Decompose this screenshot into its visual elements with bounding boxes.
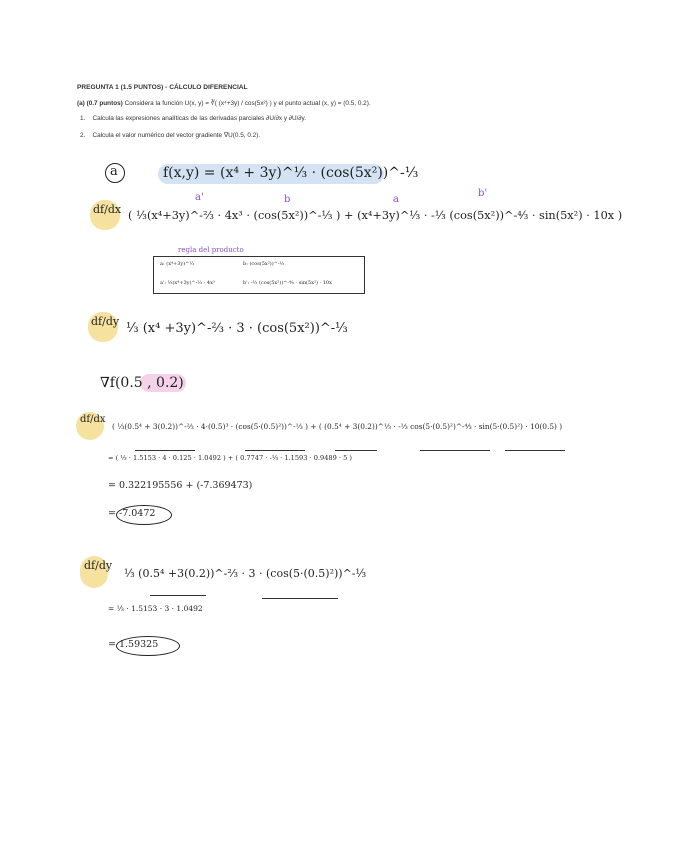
eval-dfdy-result: = 1.59325 xyxy=(108,639,159,650)
question-text: Calcula el valor numérico del vector gradiente ∇U(0.5, 0.2). xyxy=(92,132,261,139)
annotation-b-prime: b' xyxy=(478,188,488,199)
eval-dfdy-expression: ⅓ (0.5⁴ +3(0.2))^-⅔ · 3 · (cos(5·(0.5)²))^-⅓ xyxy=(124,567,367,580)
underbrace xyxy=(135,450,195,451)
function-definition: f(x,y) = (x⁴ + 3y)^⅓ · (cos(5x²))^-⅓ xyxy=(163,165,419,181)
dfdx-label: df/dx xyxy=(93,203,122,216)
eval-dfdx-sum: = 0.322195556 + (-7.369473) xyxy=(108,480,253,491)
annotation-a-prime: a' xyxy=(195,192,204,203)
eval-dfdx-result: = -7.0472 xyxy=(108,508,156,519)
dfdx-expression: ( ⅓(x⁴+3y)^-⅔ · 4x³ · (cos(5x²))^-⅓ ) + (x⁴+3y)^⅓ · -⅓ (cos(5x²))^-⁴⁄₃ · sin(5x²) · 10x ) xyxy=(128,209,623,222)
question-item-2 xyxy=(80,131,260,139)
box-a-prime: a': ⅓(x⁴+3y)^-⅔ · 4x³ xyxy=(160,280,215,286)
question-number: 2. xyxy=(80,132,86,139)
annotation-a: a xyxy=(393,194,399,205)
eval-dfdx-substitution: = ( ⅓ · 1.5153 · 4 · 0.125 · 1.0492 ) + ( 0.7747 · -⅓ · 1.1593 · 0.9489 · 5 ) xyxy=(108,454,352,462)
part-letter: a xyxy=(110,164,118,179)
dfdy-label: df/dy xyxy=(91,315,120,328)
dfdy-expression: ⅓ (x⁴ +3y)^-⅔ · 3 · (cos(5x²))^-⅓ xyxy=(126,321,348,336)
part-a-statement xyxy=(77,99,371,107)
gradient-title: ∇f(0.5 , 0.2) xyxy=(100,375,184,391)
eval-dfdy-substitution: = ⅓ · 1.5153 · 3 · 1.0492 xyxy=(108,604,203,613)
box-b: b: (cos(5x²))^-⅓ xyxy=(243,261,285,267)
question-title: PREGUNTA 1 (1.5 PUNTOS) - CÁLCULO DIFERENCIAL xyxy=(77,84,248,91)
question-number: 1. xyxy=(80,115,86,122)
eval-dfdx-label: df/dx xyxy=(80,414,106,425)
underbrace xyxy=(262,598,338,599)
eval-dfdx-expression: ( ⅓(0.5⁴ + 3(0.2))^-⅔ · 4·(0.5)³ · (cos(5·(0.5)²))^-⅓ ) + ( (0.5⁴ + 3(0.2))^⅓ · -⅓ cos(5·(0.5)²)^-⁴⁄₃ · sin(5·(0.5)²) · 10(0.5) ) xyxy=(112,422,563,431)
product-rule-caption: regla del producto xyxy=(178,246,244,254)
part-a-label: (a) (0.7 puntos) xyxy=(77,100,123,107)
underbrace xyxy=(505,450,565,451)
box-b-prime: b': -⅓ (cos(5x²))^-⁴⁄₃ · sin(5x²) · 10x xyxy=(243,280,332,286)
box-a: a: (x⁴+3y)^⅓ xyxy=(160,261,195,267)
underbrace xyxy=(245,450,305,451)
part-a-text: Considera la función U(x, y) = ∛( (x⁴+3y) / cos(5x²) ) y el punto actual (x, y) = (0.5, 0.2). xyxy=(124,100,371,107)
underbrace xyxy=(420,450,490,451)
underbrace xyxy=(335,450,377,451)
annotation-b: b xyxy=(284,194,291,205)
underbrace xyxy=(150,595,206,596)
eval-dfdy-label: df/dy xyxy=(84,559,113,572)
question-item-1 xyxy=(80,115,306,122)
question-text: Calcula las expresiones analíticas de las derivadas parciales ∂U/∂x y ∂U/∂y. xyxy=(92,115,307,122)
